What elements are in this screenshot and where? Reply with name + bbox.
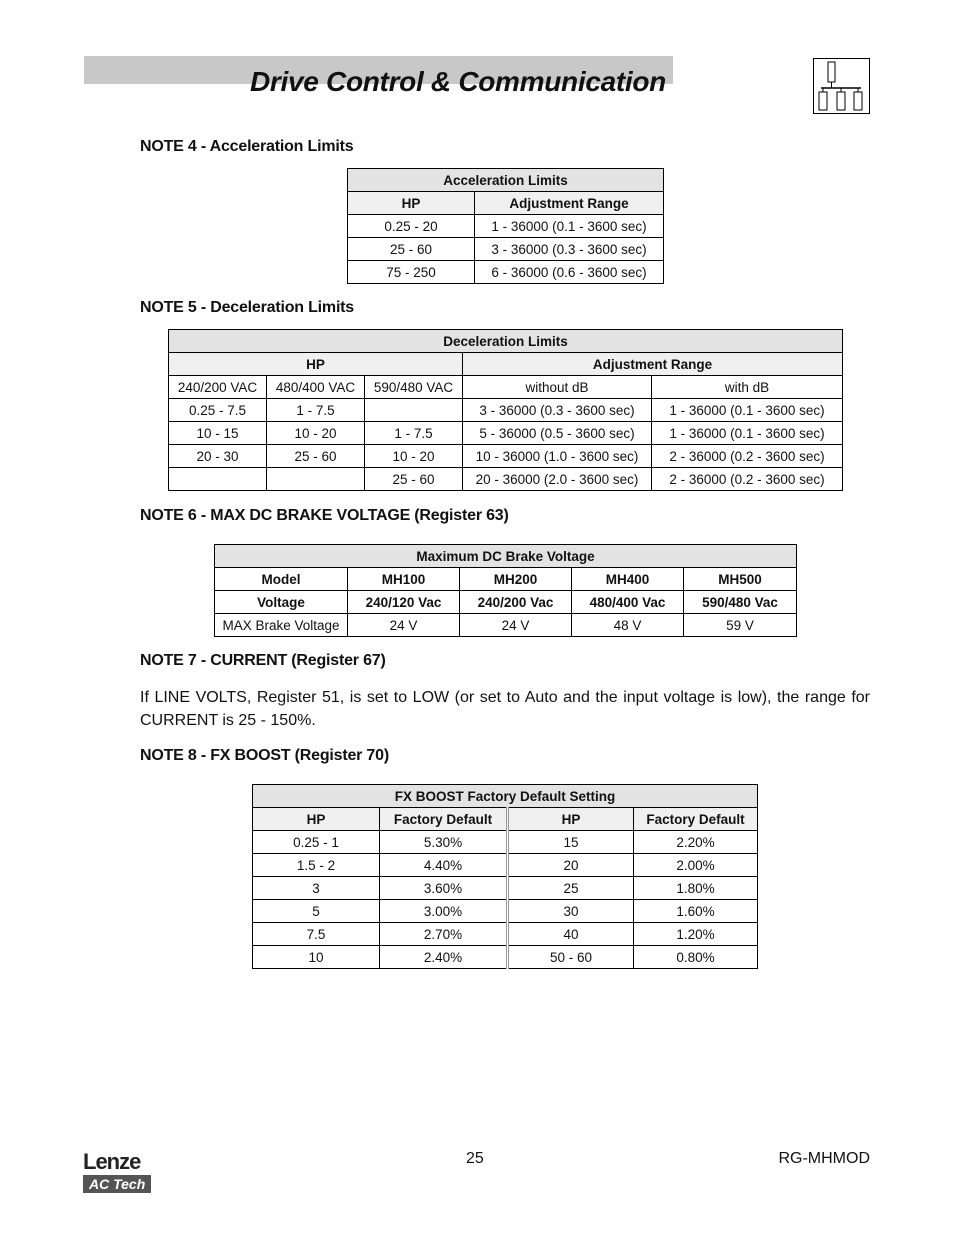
table-cell: 3 <box>253 877 380 900</box>
table-row <box>253 900 758 923</box>
table-caption: Acceleration Limits <box>348 169 664 192</box>
table-cell: MH100 <box>348 568 460 591</box>
column-header: 240/200 VAC <box>169 376 267 399</box>
table-row <box>253 854 758 877</box>
table-cell: 0.25 - 7.5 <box>169 399 267 422</box>
table-cell: 50 - 60 <box>508 946 634 969</box>
table-cell: 25 - 60 <box>348 238 475 261</box>
table-cell: 1 - 36000 (0.1 - 3600 sec) <box>652 399 843 422</box>
table-cell: 1.20% <box>634 923 758 946</box>
table-cell: 20 - 30 <box>169 445 267 468</box>
note-4-heading: NOTE 4 - Acceleration Limits <box>140 138 354 155</box>
document-id: RG-MHMOD <box>778 1150 870 1167</box>
column-header: with dB <box>652 376 843 399</box>
column-header: 590/480 VAC <box>365 376 463 399</box>
row-header-model: Model <box>215 568 348 591</box>
table-cell: 3 - 36000 (0.3 - 3600 sec) <box>463 399 652 422</box>
fx-boost-table <box>252 784 758 969</box>
table-cell: 3.60% <box>380 877 508 900</box>
table-cell: 40 <box>508 923 634 946</box>
table-cell: 20 - 36000 (2.0 - 3600 sec) <box>463 468 652 491</box>
table-cell: 7.5 <box>253 923 380 946</box>
table-cell: MH400 <box>572 568 684 591</box>
max-dc-brake-voltage-table <box>214 544 797 637</box>
table-cell: 25 - 60 <box>365 468 463 491</box>
table-cell: 30 <box>508 900 634 923</box>
table-row <box>253 923 758 946</box>
row-header-voltage: Voltage <box>215 591 348 614</box>
deceleration-limits-table <box>168 329 843 491</box>
network-bus-icon <box>813 58 870 114</box>
table-cell: 24 V <box>460 614 572 637</box>
table-row <box>253 946 758 969</box>
table-cell: 590/480 Vac <box>684 591 797 614</box>
table-cell: 2.00% <box>634 854 758 877</box>
table-cell: 1.60% <box>634 900 758 923</box>
table-cell: 240/200 Vac <box>460 591 572 614</box>
table-cell: 2.40% <box>380 946 508 969</box>
column-group-hp: HP <box>169 353 463 376</box>
page-title: Drive Control & Communication <box>250 66 666 97</box>
table-row <box>348 261 664 284</box>
table-row <box>253 877 758 900</box>
column-header-hp: HP <box>348 192 475 215</box>
column-header-factory-default: Factory Default <box>634 808 758 831</box>
table-cell: 1.80% <box>634 877 758 900</box>
table-row <box>169 468 843 491</box>
table-cell: 24 V <box>348 614 460 637</box>
table-cell: 5 - 36000 (0.5 - 3600 sec) <box>463 422 652 445</box>
column-group-adjustment-range: Adjustment Range <box>463 353 843 376</box>
table-row <box>215 568 797 591</box>
table-row <box>215 614 797 637</box>
table-cell: 2 - 36000 (0.2 - 3600 sec) <box>652 468 843 491</box>
column-header-hp: HP <box>253 808 380 831</box>
table-row <box>253 831 758 854</box>
table-row <box>169 399 843 422</box>
logo-lenze-text: Lenze <box>83 1149 141 1174</box>
table-cell: 0.80% <box>634 946 758 969</box>
note-5-heading: NOTE 5 - Deceleration Limits <box>140 299 355 316</box>
table-cell: 1.5 - 2 <box>253 854 380 877</box>
table-caption: Deceleration Limits <box>169 330 843 353</box>
note-8-heading: NOTE 8 - FX BOOST (Register 70) <box>140 747 389 764</box>
column-header: 480/400 VAC <box>267 376 365 399</box>
table-cell: 6 - 36000 (0.6 - 3600 sec) <box>475 261 664 284</box>
page-number: 25 <box>466 1150 484 1167</box>
note-7-heading: NOTE 7 - CURRENT (Register 67) <box>140 652 386 669</box>
table-cell: 0.25 - 1 <box>253 831 380 854</box>
table-cell: 240/120 Vac <box>348 591 460 614</box>
table-row <box>169 445 843 468</box>
column-header-factory-default: Factory Default <box>380 808 508 831</box>
table-cell: 10 - 20 <box>365 445 463 468</box>
table-row <box>348 238 664 261</box>
note-6-heading: NOTE 6 - MAX DC BRAKE VOLTAGE (Register 63) <box>140 507 509 524</box>
table-caption: FX BOOST Factory Default Setting <box>253 785 758 808</box>
logo-ac-tech-text: AC Tech <box>83 1175 151 1193</box>
column-header-hp: HP <box>508 808 634 831</box>
row-header-max-brake-voltage: MAX Brake Voltage <box>215 614 348 637</box>
table-row <box>215 591 797 614</box>
table-cell: 3.00% <box>380 900 508 923</box>
table-cell: 10 - 36000 (1.0 - 3600 sec) <box>463 445 652 468</box>
table-cell: 25 - 60 <box>267 445 365 468</box>
table-cell: 25 <box>508 877 634 900</box>
column-header: without dB <box>463 376 652 399</box>
table-cell: 1 - 7.5 <box>267 399 365 422</box>
table-cell: MH200 <box>460 568 572 591</box>
table-cell: MH500 <box>684 568 797 591</box>
table-cell: 0.25 - 20 <box>348 215 475 238</box>
table-caption: Maximum DC Brake Voltage <box>215 545 797 568</box>
table-cell: 5.30% <box>380 831 508 854</box>
lenze-ac-tech-logo <box>83 1151 153 1194</box>
table-cell: 10 - 15 <box>169 422 267 445</box>
table-cell: 2.70% <box>380 923 508 946</box>
table-cell: 10 <box>253 946 380 969</box>
table-cell: 5 <box>253 900 380 923</box>
table-cell: 75 - 250 <box>348 261 475 284</box>
note-7-text: If LINE VOLTS, Register 51, is set to LOW (or set to Auto and the input voltage is low), the range for CURRENT is 25 - 150%. <box>140 689 870 729</box>
table-cell: 15 <box>508 831 634 854</box>
table-cell: 1 - 7.5 <box>365 422 463 445</box>
column-header-adjustment-range: Adjustment Range <box>475 192 664 215</box>
table-cell: 4.40% <box>380 854 508 877</box>
table-cell <box>169 468 267 491</box>
table-cell: 2 - 36000 (0.2 - 3600 sec) <box>652 445 843 468</box>
table-cell <box>267 468 365 491</box>
table-cell: 480/400 Vac <box>572 591 684 614</box>
table-cell: 10 - 20 <box>267 422 365 445</box>
table-row <box>348 215 664 238</box>
table-cell: 20 <box>508 854 634 877</box>
table-cell: 59 V <box>684 614 797 637</box>
table-cell: 3 - 36000 (0.3 - 3600 sec) <box>475 238 664 261</box>
table-cell: 1 - 36000 (0.1 - 3600 sec) <box>652 422 843 445</box>
table-cell: 2.20% <box>634 831 758 854</box>
table-cell: 1 - 36000 (0.1 - 3600 sec) <box>475 215 664 238</box>
table-cell <box>365 399 463 422</box>
table-cell: 48 V <box>572 614 684 637</box>
table-row <box>169 422 843 445</box>
acceleration-limits-table <box>347 168 664 284</box>
